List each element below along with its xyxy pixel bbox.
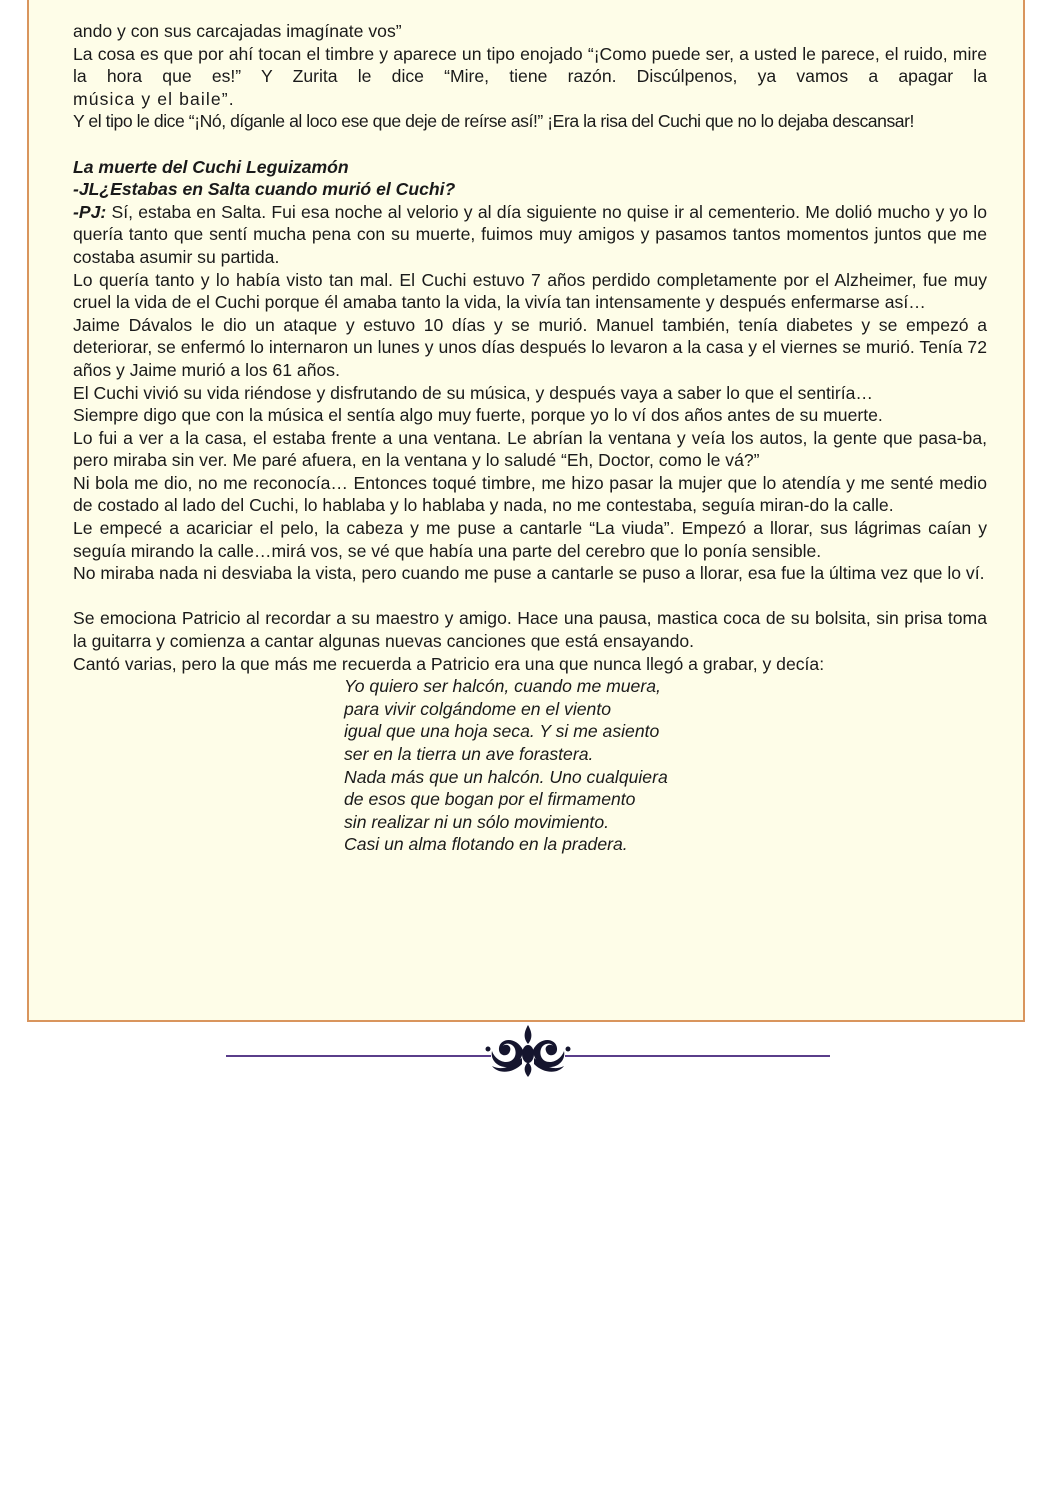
paragraph: Le empecé a acariciar el pelo, la cabeza y me puse a cantarle “La viuda”. Empezó a llorar, sus lágrimas caían y seguía mirando la calle…mirá vos, se vé que había una parte del cerebro que lo ponía sensible. <box>73 518 987 561</box>
paragraph: ando y con sus carcajadas imagínate vos” <box>73 21 402 41</box>
section-title: La muerte del Cuchi Leguizamón <box>73 156 349 177</box>
paragraph: Se emociona Patricio al recordar a su maestro y amigo. Hace una pausa, mastica coca de su bolsita, sin prisa toma la guitarra y comienza a cantar algunas nuevas canciones que está ensayando. <box>73 608 987 652</box>
article-body <box>73 20 987 856</box>
answer-speaker: -PJ: <box>73 201 107 222</box>
poem-line: ser en la tierra un ave forastera. <box>344 744 594 764</box>
poem <box>344 675 987 856</box>
paragraph: Siempre digo que con la música el sentía algo muy fuerte, porque yo lo ví dos años antes de su muerte. <box>73 405 883 426</box>
section-divider <box>226 1022 830 1078</box>
spacer <box>73 133 987 156</box>
poem-line: Casi un alma flotando en la pradera. <box>344 834 628 855</box>
spacer <box>73 585 987 608</box>
paragraph: Y el tipo le dice “¡Nó, díganle al loco ese que deje de reírse así!” ¡Era la risa del Cuchi que no lo dejaba descansar! <box>73 111 914 132</box>
poem-line: Nada más que un halcón. Uno cualquiera <box>344 766 668 787</box>
body-paragraphs <box>73 269 987 585</box>
paragraph: No miraba nada ni desviaba la vista, pero cuando me puse a cantarle se puso a llorar, esa fue la última vez que lo ví. <box>73 563 985 584</box>
poem-line: sin realizar ni un sólo movimiento. <box>344 811 609 832</box>
poem-line: Yo quiero ser halcón, cuando me muera, <box>344 676 661 697</box>
paragraph: El Cuchi vivió su vida riéndose y disfrutando de su música, y después vaya a saber lo que el sentiría… <box>73 382 873 403</box>
opening-paragraphs <box>73 20 987 133</box>
answer-text: Sí, estaba en Salta. Fui esa noche al velorio y al día siguiente no quise ir al cementerio. Me dolió mucho y yo lo quería tanto que sentí mucha pena con su muerte, fuimos muy amigos y pasamos tantos momentos juntos que me costaba asumir su partida. <box>73 201 987 267</box>
paragraph: música y el baile”. <box>73 88 235 109</box>
closing-paragraphs <box>73 607 987 675</box>
paragraph: Lo quería tanto y lo había visto tan mal. El Cuchi estuvo 7 años perdido completamente por el Alzheimer, fue muy cruel la vida de el Cuchi porque él amaba tanto la vida, la vivía tan intensamente y después enfermarse así… <box>73 269 987 313</box>
paragraph: Lo fui a ver a la casa, el estaba frente a una ventana. Le abrían la ventana y veía los autos, la gente que pasa-ba, pero miraba sin ver. Me paré afuera, en la ventana y lo saludé “Eh, Doctor, como le vá?” <box>73 427 987 471</box>
paragraph: Ni bola me dio, no me reconocía… Entonces toqué timbre, me hizo pasar la mujer que lo atendía y me senté medio de costado al lado del Cuchi, lo hablaba y lo hablaba y nada, no me contestaba, seguía miran-do la calle. <box>73 472 987 516</box>
paragraph: Cantó varias, pero la que más me recuerda a Patricio era una que nunca llegó a grabar, y decía: <box>73 653 825 674</box>
poem-line: para vivir colgándome en el viento <box>344 698 611 719</box>
paragraph: Jaime Dávalos le dio un ataque y estuvo 10 días y se murió. Manuel también, tenía diabetes y se empezó a deteriorar, se enfermó lo internaron un lunes y unos días después lo levaron a la casa y el viernes se murió. Tenía 72 años y Jaime murió a los 61 años. <box>73 314 987 380</box>
interview-question: -JL¿Estabas en Salta cuando murió el Cuchi? <box>73 179 456 200</box>
poem-line: igual que una hoja seca. Y si me asiento <box>344 721 660 742</box>
interview-answer <box>73 201 987 269</box>
fleuron-ornament-icon <box>486 1025 571 1077</box>
paragraph: La cosa es que por ahí tocan el timbre y aparece un tipo enojado “¡Como puede ser, a usted le parece, el ruido, mire la hora que es!” Y Zurita le dice “Mire, tiene razón. Discúlpenos, ya vamos a apagar la <box>73 43 987 87</box>
poem-line: de esos que bogan por el firmamento <box>344 789 636 810</box>
text-panel <box>27 0 1025 1022</box>
